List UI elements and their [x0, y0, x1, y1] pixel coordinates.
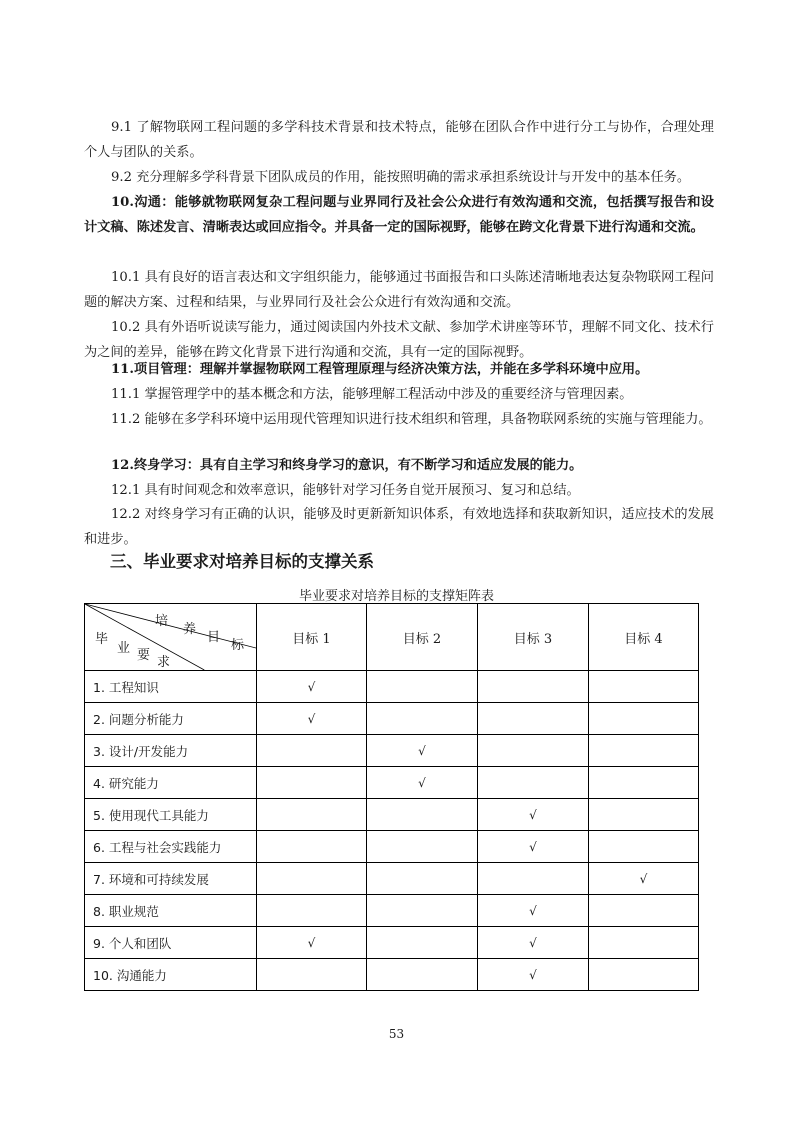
check-mark-icon: √ [529, 935, 537, 950]
goal-2-header: 目标 2 [367, 604, 478, 671]
support-cell-goal-2 [367, 927, 478, 959]
table-row [85, 895, 699, 927]
support-cell-goal-3 [478, 799, 589, 831]
support-matrix-table [84, 603, 699, 991]
support-cell-goal-1 [257, 927, 367, 959]
heading-10-communication: 10.沟通：能够就物联网复杂工程问题与业界同行及社会公众进行有效沟通和交流，包括撰写报告和设计文稿、陈述发言、清晰表达或回应指令。并具备一定的国际视野，能够在跨文化背景下进行沟通和交流。 [84, 195, 714, 235]
table-row [85, 735, 699, 767]
table-caption: 毕业要求对培养目标的支撑矩阵表 [298, 589, 494, 604]
corner-bottom-char: 要 [137, 648, 151, 663]
requirement-label: 4. 研究能力 [85, 767, 257, 799]
support-cell-goal-2 [367, 863, 478, 895]
requirement-label: 1. 工程知识 [85, 671, 257, 703]
support-cell-goal-1 [257, 863, 367, 895]
requirement-label: 6. 工程与社会实践能力 [85, 831, 257, 863]
table-row [85, 671, 699, 703]
support-cell-goal-4 [589, 831, 699, 863]
support-cell-goal-3 [478, 767, 589, 799]
table-row [85, 863, 699, 895]
section-heading: 三、毕业要求对培养目标的支撑关系 [110, 552, 374, 571]
support-cell-goal-2 [367, 831, 478, 863]
table-row [85, 959, 699, 991]
check-mark-icon: √ [639, 871, 648, 886]
support-cell-goal-3 [478, 927, 589, 959]
check-mark-icon: √ [307, 935, 316, 950]
support-cell-goal-4 [589, 895, 699, 927]
goal-3-header: 目标 3 [478, 604, 589, 671]
support-cell-goal-1 [257, 735, 367, 767]
support-cell-goal-1 [257, 799, 367, 831]
support-cell-goal-4 [589, 863, 699, 895]
heading-12-lifelong-learning: 12.终身学习：具有自主学习和终身学习的意识，有不断学习和适应发展的能力。 [111, 458, 583, 473]
check-mark-icon: √ [418, 775, 426, 790]
paragraph-11-2: 11.2 能够在多学科环境中运用现代管理知识进行技术组织和管理，具备物联网系统的实施与管理能力。 [111, 412, 712, 427]
paragraph-12-2: 12.2 对终身学习有正确的认识，能够及时更新新知识体系，有效地选择和获取新知识，适应技术的发展和进步。 [84, 507, 714, 547]
support-cell-goal-2 [367, 735, 478, 767]
table-row [85, 831, 699, 863]
diagonal-header-cell [85, 604, 257, 671]
support-cell-goal-1 [257, 671, 367, 703]
corner-top-char: 目 [207, 630, 221, 645]
support-cell-goal-4 [589, 671, 699, 703]
page-number: 53 [388, 1027, 405, 1041]
paragraph-9-2: 9.2 充分理解多学科背景下团队成员的作用，能按照明确的需求承担系统设计与开发中的基本任务。 [111, 170, 691, 185]
support-cell-goal-4 [589, 959, 699, 991]
requirement-label: 7. 环境和可持续发展 [85, 863, 257, 895]
support-cell-goal-4 [589, 703, 699, 735]
support-cell-goal-1 [257, 895, 367, 927]
table-header-row [85, 604, 699, 671]
requirement-label: 8. 职业规范 [85, 895, 257, 927]
corner-bottom-char: 求 [157, 655, 171, 670]
paragraph-10-2: 10.2 具有外语听说读写能力，通过阅读国内外技术文献、参加学术讲座等环节，理解不同文化、技术行为之间的差异，能够在跨文化背景下进行沟通和交流，具有一定的国际视野。 [84, 320, 714, 360]
support-cell-goal-2 [367, 767, 478, 799]
support-cell-goal-2 [367, 959, 478, 991]
requirement-label: 2. 问题分析能力 [85, 703, 257, 735]
support-cell-goal-3 [478, 959, 589, 991]
goal-1-header: 目标 1 [257, 604, 367, 671]
check-mark-icon: √ [529, 807, 537, 822]
paragraph-9-1: 9.1 了解物联网工程问题的多学科技术背景和技术特点，能够在团队合作中进行分工与协作，合理处理个人与团队的关系。 [84, 120, 714, 160]
table-row [85, 927, 699, 959]
support-cell-goal-3 [478, 831, 589, 863]
corner-top-char: 培 [155, 614, 169, 629]
table-row [85, 703, 699, 735]
support-cell-goal-4 [589, 767, 699, 799]
table-row [85, 799, 699, 831]
corner-top-char: 养 [183, 622, 197, 637]
requirement-label: 9. 个人和团队 [85, 927, 257, 959]
corner-bottom-char: 业 [117, 641, 131, 656]
heading-11-project-management: 11.项目管理：理解并掌握物联网工程管理原理与经济决策方法，并能在多学科环境中应用。 [111, 362, 649, 377]
support-cell-goal-3 [478, 703, 589, 735]
paragraph-11-1: 11.1 掌握管理学中的基本概念和方法，能够理解工程活动中涉及的重要经济与管理因素。 [111, 387, 633, 402]
requirement-label: 5. 使用现代工具能力 [85, 799, 257, 831]
support-cell-goal-1 [257, 959, 367, 991]
support-cell-goal-1 [257, 703, 367, 735]
support-cell-goal-2 [367, 671, 478, 703]
check-mark-icon: √ [418, 743, 426, 758]
check-mark-icon: √ [307, 679, 316, 694]
check-mark-icon: √ [529, 903, 537, 918]
paragraph-10-1: 10.1 具有良好的语言表达和文字组织能力，能够通过书面报告和口头陈述清晰地表达复杂物联网工程问题的解决方案、过程和结果，与业界同行及社会公众进行有效沟通和交流。 [84, 270, 714, 310]
support-cell-goal-2 [367, 799, 478, 831]
support-cell-goal-1 [257, 767, 367, 799]
requirement-label: 10. 沟通能力 [85, 959, 257, 991]
corner-bottom-char: 毕 [95, 632, 109, 647]
check-mark-icon: √ [529, 839, 537, 854]
check-mark-icon: √ [307, 711, 316, 726]
support-cell-goal-1 [257, 831, 367, 863]
check-mark-icon: √ [529, 967, 537, 982]
support-cell-goal-3 [478, 895, 589, 927]
support-cell-goal-3 [478, 735, 589, 767]
corner-top-char: 标 [231, 638, 245, 653]
support-cell-goal-3 [478, 863, 589, 895]
table-body [85, 671, 699, 991]
support-cell-goal-3 [478, 671, 589, 703]
support-cell-goal-4 [589, 799, 699, 831]
support-cell-goal-4 [589, 735, 699, 767]
paragraph-12-1: 12.1 具有时间观念和效率意识，能够针对学习任务自觉开展预习、复习和总结。 [111, 483, 580, 498]
support-cell-goal-2 [367, 895, 478, 927]
table-row [85, 767, 699, 799]
requirement-label: 3. 设计/开发能力 [85, 735, 257, 767]
support-cell-goal-4 [589, 927, 699, 959]
goal-4-header: 目标 4 [589, 604, 699, 671]
support-cell-goal-2 [367, 703, 478, 735]
